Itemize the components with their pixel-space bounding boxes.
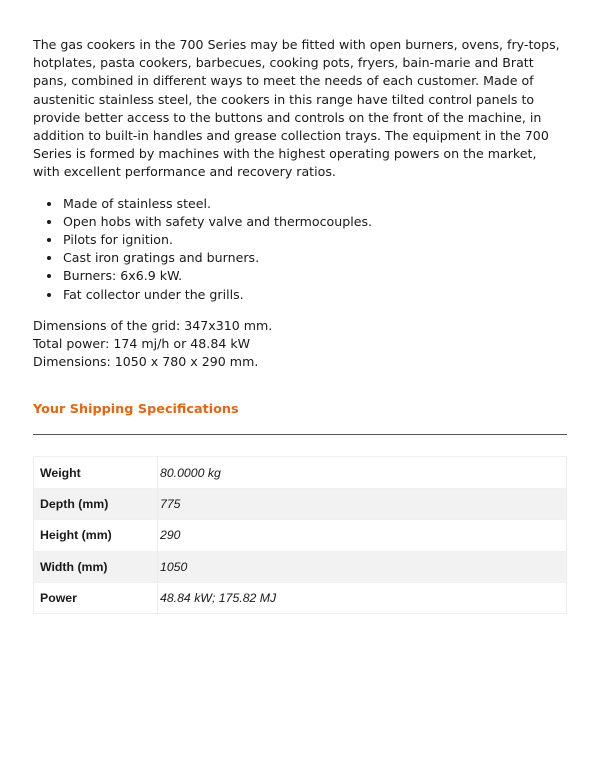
spec-value-depth: 775 (158, 488, 567, 519)
table-row (34, 583, 567, 614)
table-row (34, 488, 567, 519)
intro-paragraph: The gas cookers in the 700 Series may be fitted with open burners, ovens, fry-tops, hotplates, pasta cookers, barbecues, cooking pots, fryers, bain-marie and Bratt pans, combined in different ways to meet the needs of each customer. Made of austenitic stainless steel, the cookers in this range have tilted control panels to provide better access to the buttons and controls on the front of the machine, in addition to built-in handles and grease collection trays. The equipment in the 700 Series is formed by machines with the highest operating powers on the market, with excellent performance and recovery ratios. (33, 37, 560, 180)
spec-value-weight: 80.0000 kg (158, 457, 567, 488)
feature-list (33, 195, 567, 304)
spec-label-power: Power (34, 583, 158, 614)
spec-label-weight: Weight (34, 457, 158, 488)
dimensions-text: Dimensions: 1050 x 780 x 290 mm. (33, 354, 259, 370)
table-row (34, 520, 567, 551)
dimensions-block (33, 317, 567, 372)
feature-item: • Burners: 6x6.9 kW. (62, 267, 567, 285)
feature-item: • Open hobs with safety valve and thermocouples. (62, 213, 567, 231)
feature-item: • Cast iron gratings and burners. (62, 249, 567, 267)
total-power-text: Total power: 174 mj/h or 48.84 kW (33, 336, 251, 352)
spec-label-height: Height (mm) (34, 520, 158, 551)
table-row (34, 457, 567, 488)
grid-dimensions-text: Dimensions of the grid: 347x310 mm. (33, 317, 273, 333)
feature-item: • Made of stainless steel. (62, 195, 567, 213)
spec-label-width: Width (mm) (34, 551, 158, 582)
spec-value-height: 290 (158, 520, 567, 551)
spec-label-depth: Depth (mm) (34, 488, 158, 519)
shipping-specs-heading: Your Shipping Specifications (33, 402, 239, 418)
spec-value-width: 1050 (158, 551, 567, 582)
feature-item: • Fat collector under the grills. (62, 286, 567, 304)
spec-value-power: 48.84 kW; 175.82 MJ (158, 583, 567, 614)
table-row (34, 551, 567, 582)
section-divider (33, 434, 567, 435)
shipping-specs-table (33, 456, 567, 614)
feature-item: • Pilots for ignition. (62, 231, 567, 249)
